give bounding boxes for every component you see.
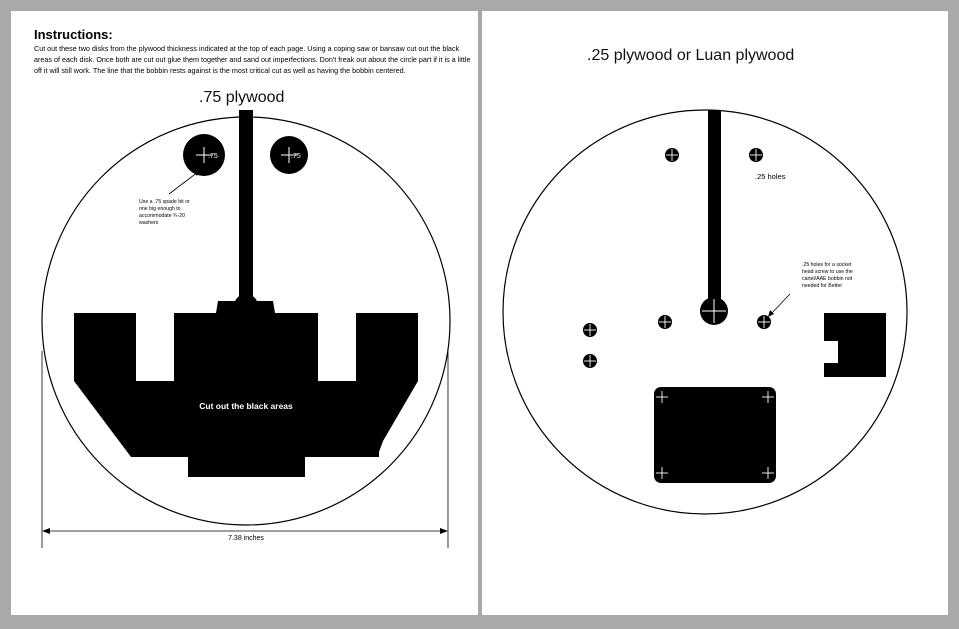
right-page (482, 11, 948, 615)
spade-arrow (169, 172, 198, 194)
dimension-label: 7.38 inches (228, 535, 264, 542)
right-disk-diagram (482, 11, 948, 615)
socket-arrow (770, 294, 790, 315)
instructions-text: Cut out these two disks from the plywood thickness indicated at the top of each page. Using a coping saw or bansaw cut out the black areas of each disk. Once both are cut out glue them together and sand out imperfections. Don't freak out about the circle part if it is a little off it will still work. The line that the bobbin rests against is the most critical cut as well as having the bobbin centered. (34, 44, 471, 75)
spade-note (139, 199, 190, 226)
spade-note-line-2: one big enough to (139, 206, 181, 212)
hole-label-2: .75 (291, 153, 301, 160)
socket-note-line-3: cartel/AAE bobbin not (802, 276, 853, 282)
black-cutout-area (74, 301, 418, 477)
holes-label: .25 holes (755, 172, 786, 181)
bobbin-slot-right (708, 110, 721, 305)
instructions-title: Instructions: (34, 27, 113, 42)
left-page (11, 11, 478, 615)
plywood-label-left: .75 plywood (199, 89, 285, 106)
socket-note-line-1: .25 holes for a socket (802, 262, 852, 268)
spade-note-line-1: Use a .75 spade bit or (139, 199, 190, 205)
socket-note (802, 262, 853, 289)
bottom-cutout (654, 387, 776, 483)
spade-note-line-4: washers (139, 220, 159, 226)
socket-note-line-2: head screw to use the (802, 269, 853, 275)
spade-note-line-3: accommodate ¾-20 (139, 213, 185, 219)
bobbin-slot (239, 110, 253, 305)
small-holes (583, 148, 771, 368)
hole-label-1: .75 (208, 153, 218, 160)
plywood-label-right: .25 plywood or Luan plywood (587, 47, 795, 64)
cut-label: Cut out the black areas (199, 401, 293, 411)
side-notch-block (824, 313, 886, 377)
left-disk-diagram (11, 11, 478, 615)
socket-note-line-4: needed for Better (802, 283, 843, 289)
